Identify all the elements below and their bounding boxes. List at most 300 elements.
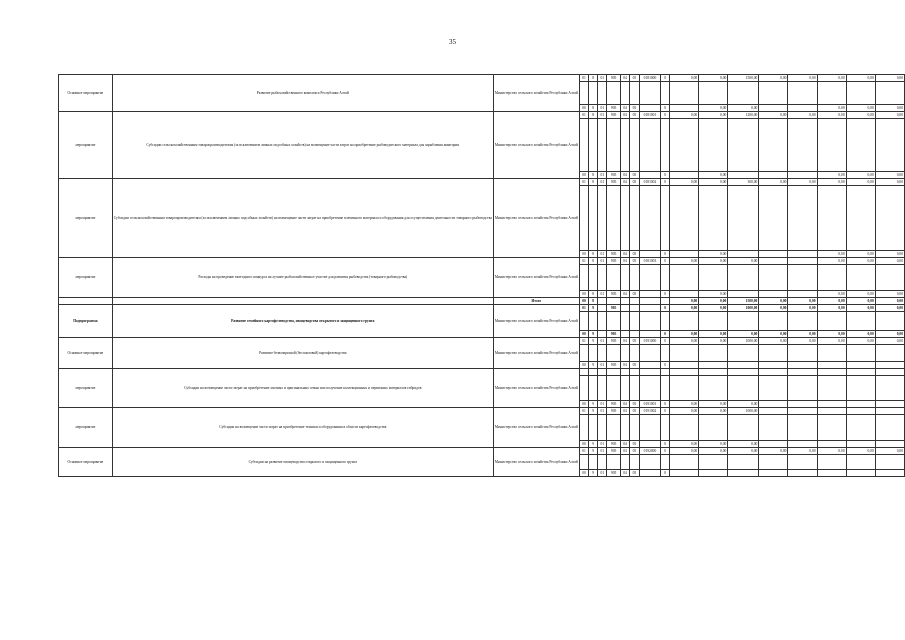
table-row: [59, 112, 905, 119]
table-cell: 0,00: [788, 298, 817, 305]
table-cell: [630, 455, 639, 470]
table-cell: 01: [598, 338, 607, 345]
table-cell: 0,00: [817, 179, 846, 186]
table-cell: 04: [620, 470, 629, 477]
table-cell: 0,00: [875, 291, 904, 298]
table-cell: [759, 265, 788, 291]
table-cell: [579, 415, 588, 441]
status-cell: Основное мероприятие: [59, 448, 113, 477]
table-cell: 0,00: [817, 338, 846, 345]
table-cell: 905: [607, 448, 620, 455]
table-cell: [607, 312, 620, 331]
table-cell: 0: [661, 112, 670, 119]
table-cell: 0,00: [699, 291, 728, 298]
table-cell: [639, 362, 661, 369]
table-cell: [788, 172, 817, 179]
table-cell: 0,00: [759, 448, 788, 455]
table-cell: [788, 265, 817, 291]
table-cell: 05: [630, 251, 639, 258]
table-cell: [661, 376, 670, 401]
table-cell: [630, 82, 639, 105]
table-cell: 01: [579, 179, 588, 186]
table-cell: 0,00: [788, 305, 817, 312]
table-cell: 9: [589, 305, 598, 312]
table-cell: 0: [661, 105, 670, 112]
table-cell: [875, 455, 904, 470]
table-cell: 05: [630, 179, 639, 186]
table-cell: [639, 305, 661, 312]
table-cell: [817, 265, 846, 291]
table-cell: [846, 362, 875, 369]
table-row: [59, 179, 905, 186]
table-cell: [639, 331, 661, 338]
table-cell: 0,00: [817, 172, 846, 179]
table-cell: 05: [630, 291, 639, 298]
table-cell: [630, 186, 639, 251]
table-cell: 0,00: [846, 105, 875, 112]
table-cell: [875, 82, 904, 105]
table-row: [59, 258, 905, 265]
table-cell: [788, 376, 817, 401]
table-cell: [699, 362, 728, 369]
table-cell: [620, 119, 629, 172]
table-cell: [670, 376, 699, 401]
table-cell: 01: [598, 291, 607, 298]
table-cell: 9: [589, 441, 598, 448]
table-cell: 905: [607, 112, 620, 119]
table-cell: [598, 312, 607, 331]
name-cell: Субсидии на развитие овощеводства открытого и защищенного грунта: [112, 448, 493, 477]
table-cell: 01: [598, 470, 607, 477]
table-cell: [630, 345, 639, 362]
table-cell: [670, 119, 699, 172]
table-cell: 0,00: [759, 179, 788, 186]
table-cell: 1000,00: [728, 338, 759, 345]
table-cell: 905: [607, 401, 620, 408]
table-cell: 04: [620, 401, 629, 408]
table-cell: 01: [579, 112, 588, 119]
table-cell: [846, 312, 875, 331]
status-cell: мероприятие: [59, 112, 113, 179]
table-cell: 01: [598, 401, 607, 408]
table-cell: [620, 265, 629, 291]
table-cell: 0: [661, 362, 670, 369]
table-cell: [620, 298, 629, 305]
executor-cell: Министерство сельского хозяйства Республики Алтай: [493, 112, 579, 179]
table-cell: [817, 401, 846, 408]
table-cell: 0181003: [639, 258, 661, 265]
table-cell: [670, 415, 699, 441]
executor-cell: Министерство сельского хозяйства Республики Алтай: [493, 305, 579, 338]
table-cell: [728, 186, 759, 251]
table-cell: [788, 362, 817, 369]
table-cell: 04: [620, 112, 629, 119]
table-cell: 0,00: [759, 305, 788, 312]
table-cell: [759, 470, 788, 477]
table-cell: 01: [598, 441, 607, 448]
table-cell: 0,00: [788, 112, 817, 119]
table-cell: [817, 455, 846, 470]
table-cell: [589, 186, 598, 251]
table-row: [59, 448, 905, 455]
table-cell: [875, 470, 904, 477]
table-cell: 8: [589, 251, 598, 258]
table-cell: [699, 82, 728, 105]
table-cell: [639, 119, 661, 172]
executor-cell: Министерство сельского хозяйства Республики Алтай: [493, 258, 579, 298]
table-cell: [620, 369, 629, 376]
table-cell: [817, 470, 846, 477]
table-cell: [759, 415, 788, 441]
table-cell: [699, 470, 728, 477]
table-cell: 01: [579, 448, 588, 455]
table-cell: [759, 401, 788, 408]
table-cell: [607, 265, 620, 291]
table-cell: [598, 305, 607, 312]
table-cell: 00: [579, 331, 588, 338]
table-cell: 905: [607, 258, 620, 265]
table-cell: 0,00: [875, 75, 904, 82]
table-cell: 0,00: [670, 298, 699, 305]
table-cell: [639, 441, 661, 448]
table-cell: [728, 369, 759, 376]
table-cell: [630, 331, 639, 338]
table-cell: 0,00: [759, 298, 788, 305]
table-cell: 0: [661, 291, 670, 298]
table-cell: 0,00: [670, 258, 699, 265]
table-cell: [598, 369, 607, 376]
table-cell: [661, 298, 670, 305]
table-cell: [630, 119, 639, 172]
status-cell: мероприятие: [59, 258, 113, 298]
table-cell: [759, 251, 788, 258]
table-cell: 0: [661, 179, 670, 186]
table-cell: [875, 345, 904, 362]
table-cell: [670, 345, 699, 362]
table-cell: 0,00: [846, 179, 875, 186]
table-cell: 0,00: [699, 305, 728, 312]
table-cell: [639, 172, 661, 179]
table-cell: [607, 186, 620, 251]
table-cell: 04: [620, 291, 629, 298]
table-cell: [728, 265, 759, 291]
table-cell: 04: [620, 448, 629, 455]
table-cell: 0,00: [699, 112, 728, 119]
table-cell: [589, 415, 598, 441]
table-cell: 00: [579, 105, 588, 112]
table-cell: 905: [607, 251, 620, 258]
table-cell: 0181000: [639, 75, 661, 82]
table-cell: 0,00: [846, 172, 875, 179]
table-cell: 05: [630, 401, 639, 408]
table-cell: 00: [579, 291, 588, 298]
table-cell: 0,00: [846, 75, 875, 82]
table-cell: 0,00: [875, 338, 904, 345]
table-cell: 0,00: [875, 172, 904, 179]
table-cell: 9: [589, 448, 598, 455]
name-cell: Развитие семейного картофелеводства, овощеводства открытого и защищенного грунта: [112, 305, 493, 338]
table-cell: 01: [579, 408, 588, 415]
executor-cell: Министерство сельского хозяйства Республики Алтай: [493, 75, 579, 112]
status-cell: мероприятие: [59, 408, 113, 448]
table-cell: [728, 470, 759, 477]
table-cell: [728, 376, 759, 401]
table-cell: [875, 119, 904, 172]
table-cell: [598, 331, 607, 338]
table-cell: [846, 376, 875, 401]
table-cell: 0,00: [728, 105, 759, 112]
table-cell: 0: [661, 172, 670, 179]
table-cell: 0,00: [875, 112, 904, 119]
table-row: [59, 369, 905, 376]
table-cell: [817, 369, 846, 376]
table-cell: 0,00: [759, 338, 788, 345]
table-cell: [875, 362, 904, 369]
table-cell: [759, 312, 788, 331]
table-cell: 0,00: [670, 441, 699, 448]
table-cell: 0,00: [846, 291, 875, 298]
table-cell: 905: [607, 179, 620, 186]
table-cell: 0,00: [759, 112, 788, 119]
table-cell: [620, 376, 629, 401]
table-cell: 0: [661, 331, 670, 338]
table-cell: 0,00: [728, 401, 759, 408]
table-cell: 0,00: [699, 441, 728, 448]
table-cell: [607, 82, 620, 105]
table-cell: [589, 345, 598, 362]
table-cell: 0: [661, 408, 670, 415]
table-cell: [598, 186, 607, 251]
table-cell: 1500,00: [728, 298, 759, 305]
name-cell: Субсидии на возмещение части затрат на приобретение элитных и оригинальных семян или получение коллекционных и первичных материалов гибридов: [112, 369, 493, 408]
table-cell: [759, 105, 788, 112]
table-cell: [670, 186, 699, 251]
table-cell: 0,00: [846, 298, 875, 305]
table-cell: [875, 401, 904, 408]
table-cell: 0,00: [699, 179, 728, 186]
table-cell: 1000,00: [728, 305, 759, 312]
name-cell: Развитие безвозвратной (беспонтовой) картофелеводства: [112, 338, 493, 369]
table-cell: [670, 265, 699, 291]
table-cell: 8: [589, 291, 598, 298]
table-cell: [846, 369, 875, 376]
table-cell: 0,00: [817, 305, 846, 312]
table-cell: [875, 186, 904, 251]
table-cell: [630, 298, 639, 305]
table-cell: [639, 251, 661, 258]
table-cell: [728, 291, 759, 298]
table-cell: [788, 119, 817, 172]
table-cell: [579, 119, 588, 172]
table-cell: 00: [579, 251, 588, 258]
table-cell: [670, 291, 699, 298]
table-cell: 00: [579, 362, 588, 369]
table-cell: [607, 415, 620, 441]
table-cell: 05: [630, 75, 639, 82]
table-cell: [589, 82, 598, 105]
table-cell: 04: [620, 408, 629, 415]
table-cell: 01: [598, 172, 607, 179]
table-cell: 0: [661, 305, 670, 312]
table-cell: [579, 265, 588, 291]
executor-cell: Министерство сельского хозяйства Республики Алтай: [493, 408, 579, 448]
table-cell: [759, 369, 788, 376]
table-cell: 8: [589, 172, 598, 179]
table-cell: 04: [620, 179, 629, 186]
table-cell: [788, 105, 817, 112]
total-label: Итого: [493, 298, 579, 305]
table-cell: 8: [589, 298, 598, 305]
table-cell: [846, 265, 875, 291]
table-cell: [817, 362, 846, 369]
table-cell: [661, 312, 670, 331]
table-cell: [788, 258, 817, 265]
table-cell: 0,00: [846, 305, 875, 312]
table-cell: 0,00: [875, 258, 904, 265]
table-cell: 1500,00: [728, 75, 759, 82]
table-cell: 300,00: [728, 179, 759, 186]
table-cell: [788, 251, 817, 258]
table-cell: [728, 119, 759, 172]
table-cell: [728, 172, 759, 179]
table-cell: [661, 265, 670, 291]
table-cell: 0: [661, 338, 670, 345]
table-cell: 0,00: [699, 251, 728, 258]
table-cell: 0191002: [639, 408, 661, 415]
table-cell: [699, 312, 728, 331]
table-cell: [699, 369, 728, 376]
table-cell: [759, 345, 788, 362]
table-cell: [639, 186, 661, 251]
table-cell: 0,00: [817, 258, 846, 265]
table-cell: 0,00: [670, 179, 699, 186]
table-cell: [639, 291, 661, 298]
table-cell: [699, 415, 728, 441]
table-cell: [630, 376, 639, 401]
name-cell: Субсидии сельскохозяйственным товаропроизводителям (за исключением личных подсобных хозяйств) на возмещение части затрат на приобретение рыбоводческого материала для зарыбления акватории: [112, 112, 493, 179]
table-cell: 0,00: [670, 75, 699, 82]
table-cell: 1000,00: [728, 408, 759, 415]
table-cell: [728, 415, 759, 441]
table-cell: 0,00: [670, 401, 699, 408]
table-cell: 0191001: [639, 401, 661, 408]
table-cell: [817, 82, 846, 105]
table-cell: 905: [607, 338, 620, 345]
table-cell: 8: [589, 258, 598, 265]
table-cell: [607, 376, 620, 401]
table-cell: 8: [589, 112, 598, 119]
table-cell: [607, 455, 620, 470]
executor-cell: Министерство сельского хозяйства Республики Алтай: [493, 369, 579, 408]
table-cell: 0192000: [639, 448, 661, 455]
table-cell: 0,00: [788, 331, 817, 338]
name-cell: [112, 298, 493, 305]
table-cell: 0: [661, 75, 670, 82]
table-cell: [661, 345, 670, 362]
table-cell: 0,00: [875, 305, 904, 312]
table-cell: [728, 251, 759, 258]
table-cell: 0,00: [699, 75, 728, 82]
table-cell: [661, 119, 670, 172]
table-cell: 0,00: [817, 298, 846, 305]
table-cell: [639, 345, 661, 362]
table-cell: [639, 415, 661, 441]
table-cell: 05: [630, 172, 639, 179]
table-cell: 01: [598, 362, 607, 369]
table-cell: 00: [579, 172, 588, 179]
table-row: [59, 338, 905, 345]
table-cell: [630, 305, 639, 312]
table-cell: 0,00: [875, 251, 904, 258]
table-cell: 01: [598, 112, 607, 119]
table-cell: [817, 376, 846, 401]
page-number: 35: [449, 38, 456, 46]
table-cell: 04: [620, 251, 629, 258]
table-cell: [788, 312, 817, 331]
table-cell: 01: [598, 251, 607, 258]
table-cell: [788, 369, 817, 376]
table-cell: 0,00: [846, 338, 875, 345]
table-cell: 0,00: [670, 331, 699, 338]
table-cell: 01: [579, 305, 588, 312]
table-cell: [788, 345, 817, 362]
table-cell: [817, 119, 846, 172]
table-cell: 9: [589, 401, 598, 408]
table-cell: 01: [598, 258, 607, 265]
table-cell: [699, 119, 728, 172]
table-cell: [846, 415, 875, 441]
table-cell: 05: [630, 105, 639, 112]
table-cell: [846, 408, 875, 415]
table-cell: [699, 376, 728, 401]
table-cell: 0: [661, 251, 670, 258]
table-cell: [630, 312, 639, 331]
table-cell: [846, 345, 875, 362]
table-cell: 0,00: [670, 408, 699, 415]
table-cell: 05: [630, 408, 639, 415]
table-cell: [620, 312, 629, 331]
table-cell: [875, 369, 904, 376]
table-cell: [630, 265, 639, 291]
status-cell: мероприятие: [59, 179, 113, 258]
table-cell: 0,00: [728, 331, 759, 338]
table-cell: [846, 455, 875, 470]
table-cell: 9: [589, 338, 598, 345]
table-cell: 8: [589, 179, 598, 186]
table-cell: 0,00: [817, 331, 846, 338]
table-cell: 8: [589, 105, 598, 112]
table-cell: [788, 455, 817, 470]
table-cell: [607, 119, 620, 172]
table-cell: 0,00: [759, 331, 788, 338]
table-cell: [817, 415, 846, 441]
name-cell: Субсидии сельскохозяйственным товаропроизводителям (за исключением личных подсобных хозяйств) на возмещение части затрат на приобретение племенного материала и оборудования для осуществления деятельности товарного рыбоводства: [112, 179, 493, 258]
table-cell: [759, 408, 788, 415]
table-cell: [817, 408, 846, 415]
table-cell: 0,00: [699, 331, 728, 338]
table-cell: 0,00: [788, 338, 817, 345]
table-cell: 0,00: [875, 331, 904, 338]
table-cell: [788, 441, 817, 448]
table-cell: [670, 470, 699, 477]
table-cell: 0,00: [728, 448, 759, 455]
table-cell: 05: [630, 441, 639, 448]
table-cell: [699, 186, 728, 251]
table-cell: 905: [607, 291, 620, 298]
table-cell: 905: [607, 362, 620, 369]
table-cell: [788, 415, 817, 441]
table-cell: [875, 265, 904, 291]
